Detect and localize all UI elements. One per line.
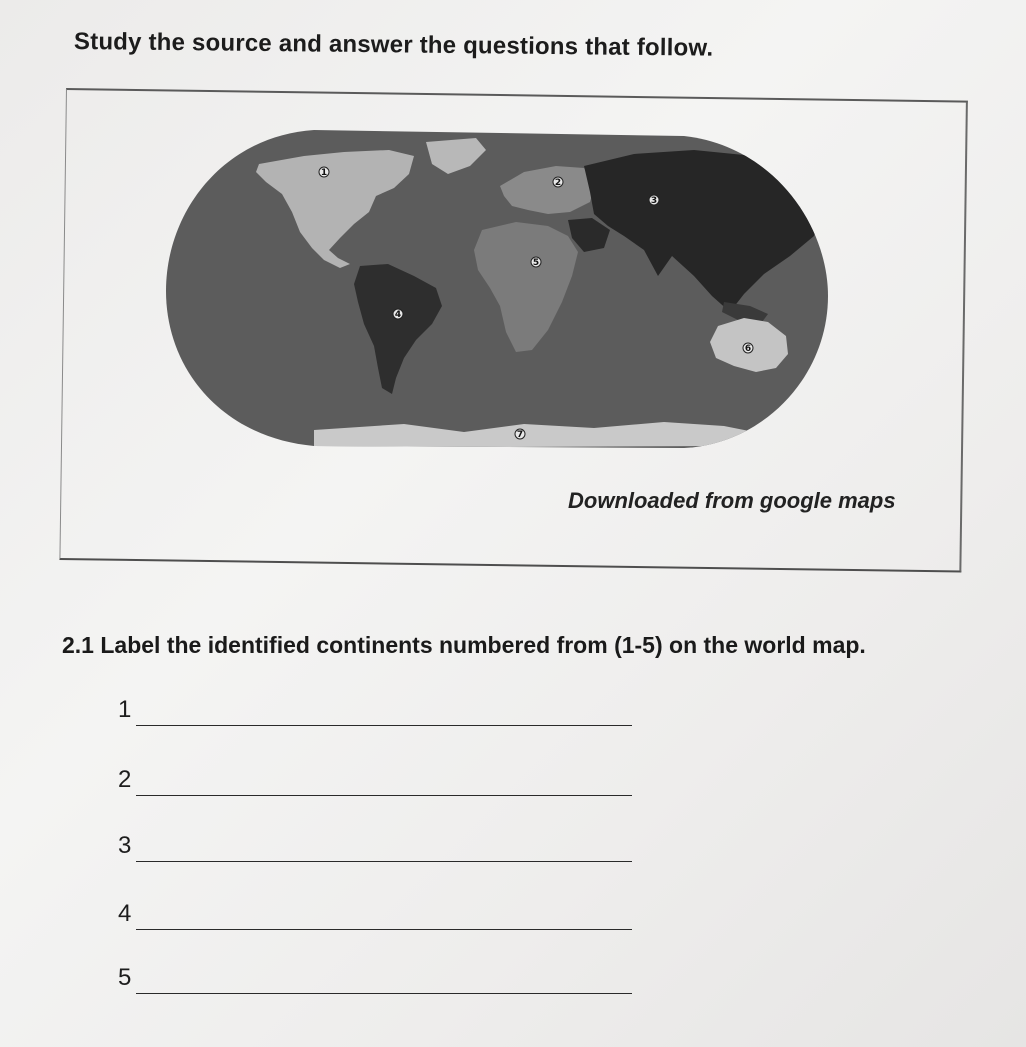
answer-line-2[interactable] xyxy=(118,760,632,796)
instruction-text: Study the source and answer the questions that follow. xyxy=(73,28,714,62)
source-credit: Downloaded from google maps xyxy=(568,488,896,513)
answer-blank[interactable] xyxy=(136,993,632,994)
answer-blank[interactable] xyxy=(136,795,632,796)
answer-number: 4 xyxy=(118,900,132,927)
marker-7-label: 7 xyxy=(516,430,524,440)
answer-blank[interactable] xyxy=(136,725,632,726)
answer-line-5[interactable] xyxy=(118,958,632,994)
marker-2-label: 2 xyxy=(554,178,562,188)
marker-5-label: 5 xyxy=(532,258,540,268)
marker-3-label: 3 xyxy=(650,196,658,206)
answer-line-3[interactable] xyxy=(118,826,632,862)
answer-blank[interactable] xyxy=(136,929,632,930)
answer-blank[interactable] xyxy=(136,861,632,862)
answer-line-4[interactable] xyxy=(118,894,632,930)
marker-6-label: 6 xyxy=(744,344,752,354)
answer-line-1[interactable] xyxy=(118,690,632,726)
answer-number: 5 xyxy=(118,964,132,991)
answer-number: 1 xyxy=(118,696,132,723)
answer-number: 3 xyxy=(118,832,132,859)
world-map xyxy=(164,126,830,456)
antarctica-shape xyxy=(314,422,764,448)
answer-number: 2 xyxy=(118,766,132,793)
question-2-1: 2.1 Label the identified continents numbered from (1-5) on the world map. xyxy=(62,632,866,658)
marker-4-label: 4 xyxy=(394,310,402,320)
marker-1-label: 1 xyxy=(320,168,328,178)
